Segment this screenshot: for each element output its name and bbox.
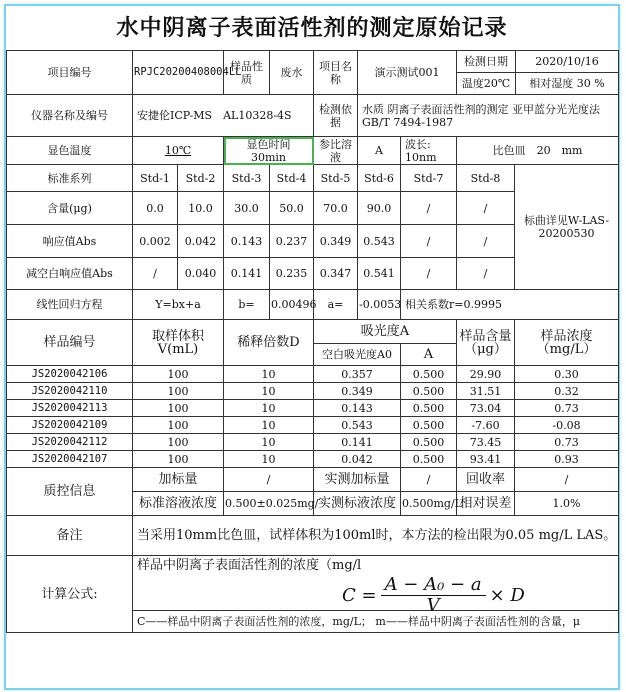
std-name: Std-8	[457, 165, 515, 192]
table-row	[7, 434, 619, 451]
measured-std-label: 实测标液浓度	[314, 492, 401, 516]
col-dilution: 稀释倍数D	[224, 320, 314, 366]
formula-lhs: C =	[342, 585, 377, 606]
formula-denominator: V	[426, 595, 440, 616]
regression: Y=bx+a	[133, 290, 224, 320]
std-abs: /	[457, 225, 515, 258]
sample-volume: 100	[133, 451, 224, 468]
sample-content: 93.41	[457, 451, 515, 468]
std-abs: 0.042	[178, 225, 224, 258]
sample-content: 73.04	[457, 400, 515, 417]
table-row	[7, 451, 619, 468]
record-sheet	[4, 4, 620, 690]
std-net: /	[401, 258, 457, 290]
formula-rhs: × D	[489, 585, 525, 606]
col-absorbance: 吸光度A	[314, 320, 457, 344]
sample-id: JS2020042113	[7, 400, 133, 417]
sample-volume: 100	[133, 434, 224, 451]
temperature: 温度20℃	[457, 73, 516, 94]
std-name: Std-5	[314, 165, 358, 192]
col-conc: 样品浓度（mg/L）	[515, 320, 619, 366]
std-net: 0.141	[224, 258, 270, 290]
std-net: 0.040	[178, 258, 224, 290]
remarks-text: 当采用10mm比色皿，试样体积为100ml时，本方法的检出限为0.05 mg/L LAS。	[133, 516, 619, 556]
record-table	[6, 50, 619, 633]
sample-volume: 100	[133, 417, 224, 434]
project-name: 演示测试001	[358, 51, 457, 95]
sample-id: JS2020042106	[7, 366, 133, 383]
sample-type: 废水	[270, 51, 314, 95]
sample-volume: 100	[133, 383, 224, 400]
std-abs: 0.543	[358, 225, 401, 258]
humidity: 相对湿度 30 %	[529, 77, 605, 90]
std-conc-value: 0.500±0.025mg/	[224, 492, 314, 516]
sample-content: 29.90	[457, 366, 515, 383]
sample-content: 31.51	[457, 383, 515, 400]
sample-a: 0.500	[401, 417, 457, 434]
std-net: /	[457, 258, 515, 290]
instrument: 安捷伦ICP-MS AL10328-4S	[133, 95, 314, 137]
sample-a: 0.500	[401, 434, 457, 451]
recovery-label: 回收率	[457, 468, 515, 492]
sample-conc: 0.32	[515, 383, 619, 400]
std-name: Std-2	[178, 165, 224, 192]
sample-conc: 0.93	[515, 451, 619, 468]
std-net: 0.541	[358, 258, 401, 290]
std-name: Std-1	[133, 165, 178, 192]
sample-dilution: 10	[224, 451, 314, 468]
sample-id: JS2020042109	[7, 417, 133, 434]
a-label: a=	[314, 290, 358, 320]
sample-id: JS2020042112	[7, 434, 133, 451]
table-row	[7, 417, 619, 434]
rel-err-value: 1.0%	[515, 492, 619, 516]
std-content: 0.0	[133, 192, 178, 225]
color-time: 显色时间 30min	[224, 137, 314, 165]
rel-err-label: 相对误差	[457, 492, 515, 516]
std-content: 30.0	[224, 192, 270, 225]
std-name: Std-6	[358, 165, 401, 192]
sample-dilution: 10	[224, 383, 314, 400]
project-no: RPJC20200408004LL	[133, 51, 224, 95]
std-net: /	[133, 258, 178, 290]
instrument-label: 仪器名称及编号	[7, 95, 133, 137]
sample-type-label: 样品性质	[224, 51, 270, 95]
color-temp-label: 显色温度	[7, 137, 133, 165]
std-content: /	[457, 192, 515, 225]
test-date-label: 检测日期	[457, 51, 516, 72]
ref-value: A	[358, 137, 401, 165]
basis: 水质 阴离子表面活性剂的测定 亚甲蓝分光光度法 GB/T 7494-1987	[358, 95, 619, 137]
formula-numerator: A − A₀ − a	[381, 575, 486, 596]
std-abs: 0.143	[224, 225, 270, 258]
sample-content: -7.60	[457, 417, 515, 434]
sample-content: 73.45	[457, 434, 515, 451]
sample-volume: 100	[133, 366, 224, 383]
measured-spike-value: /	[401, 468, 457, 492]
col-a: A	[401, 344, 457, 366]
sample-id: JS2020042107	[7, 451, 133, 468]
std-abs: 0.002	[133, 225, 178, 258]
sample-conc: 0.30	[515, 366, 619, 383]
col-volume: 取样体积V(mL)	[133, 320, 224, 366]
std-abs: 0.237	[270, 225, 314, 258]
curve-note: 标曲详见W-LAS-20200530	[515, 165, 619, 290]
sample-conc: 0.73	[515, 400, 619, 417]
col-content: 样品含量（μg）	[457, 320, 515, 366]
content-label: 含量(μg)	[7, 192, 133, 225]
formula-area	[137, 558, 617, 616]
cuvette: 比色皿 20 mm	[457, 137, 619, 165]
calc-line1: 样品中阴离子表面活性剂的浓度（mg/l	[137, 558, 362, 573]
sample-conc: -0.08	[515, 417, 619, 434]
spike-value: /	[224, 468, 314, 492]
std-content: 70.0	[314, 192, 358, 225]
remarks-label: 备注	[7, 516, 133, 556]
table-row	[7, 383, 619, 400]
page-title: 水中阴离子表面活性剂的测定原始记录	[116, 15, 508, 41]
ref-label: 参比溶液	[314, 137, 358, 165]
sample-id: JS2020042110	[7, 383, 133, 400]
r-value: 相关系数r=0.9995	[401, 290, 619, 320]
project-name-label: 项目名称	[314, 51, 358, 95]
sample-dilution: 10	[224, 400, 314, 417]
project-no-label: 项目编号	[7, 51, 133, 95]
color-temp: 10℃	[133, 137, 224, 165]
sample-dilution: 10	[224, 366, 314, 383]
sample-blank: 0.143	[314, 400, 401, 417]
std-abs: 0.349	[314, 225, 358, 258]
net-label: 减空白响应值Abs	[7, 258, 133, 290]
calc-line2: C——样品中阴离子表面活性剂的浓度，mg/L； m——样品中阴离子表面活性剂的含量，μ	[133, 611, 619, 633]
sample-blank: 0.141	[314, 434, 401, 451]
test-date: 2020/10/16	[535, 55, 599, 68]
col-sample-id: 样品编号	[7, 320, 133, 366]
sample-dilution: 10	[224, 434, 314, 451]
sample-a: 0.500	[401, 400, 457, 417]
sample-blank: 0.042	[314, 451, 401, 468]
sample-dilution: 10	[224, 417, 314, 434]
std-content: 90.0	[358, 192, 401, 225]
b-label: b=	[224, 290, 270, 320]
measured-std-value: 0.500mg/L	[401, 492, 457, 516]
series-label: 标准系列	[7, 165, 133, 192]
recovery-value: /	[515, 468, 619, 492]
measured-spike-label: 实测加标量	[314, 468, 401, 492]
basis-label: 检测依据	[314, 95, 358, 137]
std-name: Std-4	[270, 165, 314, 192]
std-content: 50.0	[270, 192, 314, 225]
qc-label: 质控信息	[7, 468, 133, 516]
concentration-formula	[342, 575, 525, 616]
col-blank: 空白吸光度A0	[314, 344, 401, 366]
b-value: 0.00496	[270, 290, 314, 320]
std-name: Std-3	[224, 165, 270, 192]
std-conc-label: 标准溶液浓度	[133, 492, 224, 516]
std-net: 0.347	[314, 258, 358, 290]
sample-a: 0.500	[401, 451, 457, 468]
sample-conc: 0.73	[515, 434, 619, 451]
sample-blank: 0.357	[314, 366, 401, 383]
std-content: 10.0	[178, 192, 224, 225]
sample-blank: 0.349	[314, 383, 401, 400]
table-row	[7, 366, 619, 383]
std-abs: /	[401, 225, 457, 258]
table-row	[7, 400, 619, 417]
a-value: -0.0053	[358, 290, 401, 320]
std-net: 0.235	[270, 258, 314, 290]
calc-label: 计算公式:	[7, 556, 133, 633]
sample-a: 0.500	[401, 383, 457, 400]
regression-label: 线性回归方程	[7, 290, 133, 320]
wavelength: 波长: 10nm	[401, 137, 457, 165]
abs-label: 响应值Abs	[7, 225, 133, 258]
spike-label: 加标量	[133, 468, 224, 492]
sample-a: 0.500	[401, 366, 457, 383]
sample-blank: 0.543	[314, 417, 401, 434]
sample-volume: 100	[133, 400, 224, 417]
std-name: Std-7	[401, 165, 457, 192]
std-content: /	[401, 192, 457, 225]
